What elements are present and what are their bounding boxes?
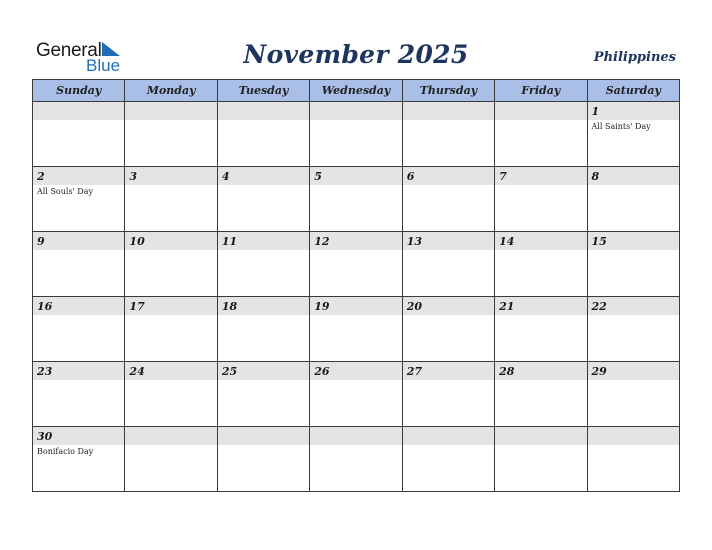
day-number: 1 [591, 105, 600, 118]
day-number-bar [218, 427, 309, 445]
day-number: 27 [406, 365, 422, 378]
day-number-bar [125, 167, 216, 185]
day-cell [125, 102, 217, 167]
day-cell [217, 362, 309, 427]
day-cell [587, 167, 679, 232]
day-number: 25 [221, 365, 238, 378]
calendar-title: November 2025 [243, 40, 469, 69]
weekday-header: Wednesday [310, 80, 402, 102]
day-cell [587, 427, 679, 492]
day-number: 19 [314, 300, 330, 313]
day-number: 10 [129, 235, 145, 248]
day-number-bar [33, 167, 124, 185]
week-row [33, 232, 680, 297]
day-number: 14 [499, 235, 515, 248]
day-cell [495, 362, 587, 427]
day-number: 3 [129, 170, 138, 183]
day-number-bar [310, 427, 401, 445]
weekday-header: Saturday [587, 80, 679, 102]
calendar-grid [32, 79, 680, 492]
day-number: 30 [37, 430, 53, 443]
day-number-bar [403, 167, 494, 185]
day-cell [33, 232, 125, 297]
weekday-header: Thursday [402, 80, 494, 102]
day-cell [587, 297, 679, 362]
day-number: 26 [314, 365, 330, 378]
day-number-bar [495, 102, 586, 120]
day-number: 23 [37, 365, 53, 378]
day-cell [587, 232, 679, 297]
day-cell [217, 167, 309, 232]
weekday-header: Sunday [33, 80, 125, 102]
week-row [33, 427, 680, 492]
day-cell [495, 297, 587, 362]
weekday-header: Monday [125, 80, 217, 102]
day-cell [310, 232, 402, 297]
day-cell [310, 167, 402, 232]
day-number-bar [588, 102, 679, 120]
day-cell [217, 427, 309, 492]
week-row [33, 167, 680, 232]
day-number: 28 [499, 365, 515, 378]
day-cell [587, 362, 679, 427]
holiday-label: All Saints' Day [591, 122, 651, 131]
day-number-bar [403, 427, 494, 445]
day-number-bar [33, 232, 124, 250]
day-cell [310, 362, 402, 427]
weekday-header: Friday [495, 80, 587, 102]
day-cell [217, 232, 309, 297]
day-number-bar [310, 167, 401, 185]
logo-general-text: General [36, 40, 102, 61]
day-number-bar [125, 427, 216, 445]
day-number-bar [33, 102, 124, 120]
day-number: 6 [406, 170, 415, 183]
weekday-header: Tuesday [217, 80, 309, 102]
day-cell [125, 167, 217, 232]
day-cell [125, 427, 217, 492]
day-number: 12 [314, 235, 330, 248]
day-number-bar [495, 427, 586, 445]
week-row [33, 362, 680, 427]
day-number: 7 [499, 170, 507, 183]
day-number: 2 [37, 170, 45, 183]
day-number: 22 [591, 300, 607, 313]
day-cell [495, 167, 587, 232]
day-number: 20 [406, 300, 422, 313]
weekday-header-row [33, 80, 680, 102]
day-number: 11 [221, 235, 238, 248]
day-cell [33, 297, 125, 362]
day-cell [217, 297, 309, 362]
day-cell [33, 102, 125, 167]
day-number: 4 [221, 170, 230, 183]
day-number: 18 [221, 300, 238, 313]
day-number: 13 [406, 235, 422, 248]
day-cell [587, 102, 679, 167]
day-cell [402, 102, 494, 167]
day-number-bar [588, 167, 679, 185]
day-cell [310, 102, 402, 167]
day-number-bar [310, 102, 401, 120]
day-cell [33, 167, 125, 232]
day-number: 24 [129, 365, 145, 378]
day-number: 8 [591, 170, 600, 183]
day-cell [310, 297, 402, 362]
week-row [33, 102, 680, 167]
day-cell [310, 427, 402, 492]
holiday-label: All Souls' Day [37, 187, 93, 196]
day-cell [402, 232, 494, 297]
day-number: 9 [37, 235, 45, 248]
week-row [33, 297, 680, 362]
day-number-bar [125, 102, 216, 120]
day-number: 15 [591, 235, 607, 248]
day-cell [402, 362, 494, 427]
day-number-bar [218, 102, 309, 120]
day-number-bar [588, 427, 679, 445]
day-cell [402, 167, 494, 232]
holiday-label: Bonifacio Day [37, 447, 94, 456]
day-cell [495, 427, 587, 492]
logo-blue-text: Blue [86, 56, 121, 75]
day-number-bar [403, 102, 494, 120]
day-number: 17 [129, 300, 145, 313]
day-number: 5 [314, 170, 322, 183]
country-name: Philippines [593, 50, 676, 65]
day-cell [402, 427, 494, 492]
day-number: 16 [37, 300, 53, 313]
day-cell [402, 297, 494, 362]
calendar-body [33, 102, 680, 492]
day-number: 29 [591, 365, 607, 378]
day-cell [495, 102, 587, 167]
day-cell [33, 427, 125, 492]
day-cell [495, 232, 587, 297]
day-number-bar [495, 167, 586, 185]
day-cell [125, 297, 217, 362]
day-cell [33, 362, 125, 427]
day-cell [125, 362, 217, 427]
day-number-bar [218, 167, 309, 185]
day-cell [217, 102, 309, 167]
day-number: 21 [499, 300, 515, 313]
day-cell [125, 232, 217, 297]
